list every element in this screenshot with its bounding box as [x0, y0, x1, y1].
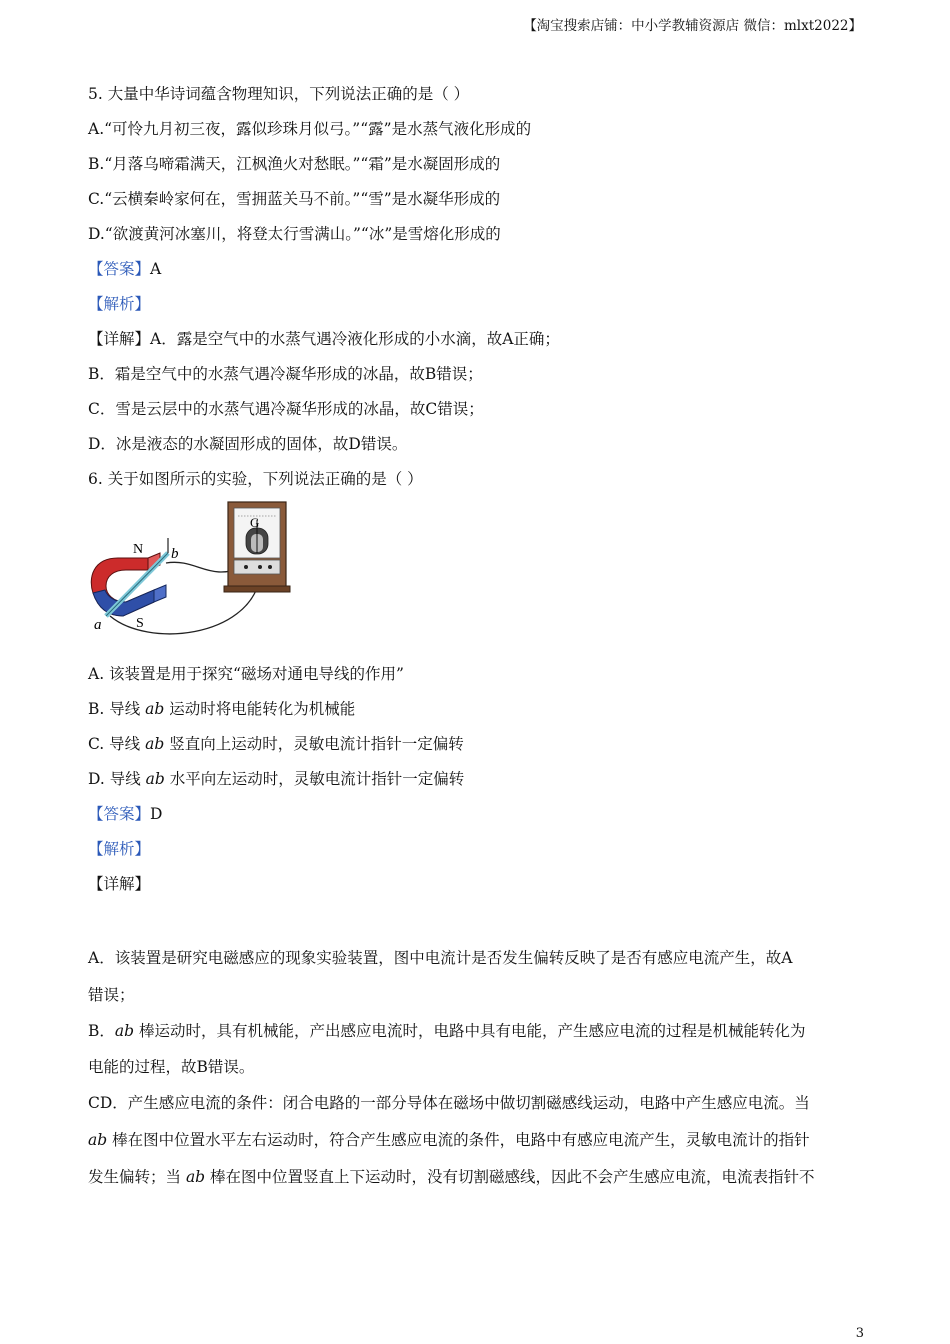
- galvanometer-label: G: [250, 515, 260, 530]
- option-text: 竖直向上运动时，灵敏电流计指针一定偏转: [164, 735, 464, 753]
- answer-value: D: [150, 805, 163, 823]
- q5-option-d: D.“欲渡黄河冰塞川，将登太行雪满山。”“冰”是雪熔化形成的: [88, 225, 501, 243]
- label-a: a: [94, 617, 102, 633]
- q5-option-b: B.“月落乌啼霜满天，江枫渔火对愁眠。”“霜”是水凝固形成的: [88, 155, 501, 173]
- q5-stem: 5. 大量中华诗词蕴含物理知识，下列说法正确的是（ ）: [88, 85, 470, 103]
- option-prefix: B. 导线: [88, 700, 146, 718]
- option-text: 运动时将电能转化为机械能: [164, 700, 356, 718]
- q6-option-c: [88, 732, 464, 754]
- q6-detail-line-3: [88, 1019, 806, 1041]
- detail-text: 棒在图中位置竖直上下运动时，没有切割磁感线，因此不会产生感应电流，电流表指针不: [205, 1168, 815, 1186]
- q6-detail-line-1: A．该装置是研究电磁感应的现象实验装置，图中电流计是否发生偏转反映了是否有感应电流产生，故A: [88, 949, 793, 967]
- detail-prefix: B．: [88, 1022, 115, 1040]
- ab-symbol: ab: [114, 1022, 135, 1040]
- q5-answer: [88, 257, 161, 279]
- q6-stem: 6. 关于如图所示的实验，下列说法正确的是（ ）: [88, 470, 423, 488]
- ab-symbol: ab: [88, 1131, 108, 1149]
- answer-tag: 【答案】: [88, 805, 151, 823]
- q6-option-b: [88, 697, 355, 719]
- q5-option-c: C.“云横秦岭家何在，雪拥蓝关马不前。”“雪”是水凝华形成的: [88, 190, 501, 208]
- q6-detail-line-6: [88, 1128, 810, 1150]
- label-s: S: [136, 616, 144, 631]
- galvanometer: [224, 502, 290, 592]
- page-number: 3: [855, 1326, 864, 1341]
- answer-tag: 【答案】: [88, 260, 151, 278]
- ab-symbol: ab: [145, 700, 165, 718]
- q6-analysis-tag: 【解析】: [88, 840, 151, 858]
- q6-detail-tag: 【详解】: [88, 875, 151, 893]
- q6-answer: [88, 802, 162, 824]
- ab-symbol: ab: [145, 770, 165, 788]
- detail-text: 棒在图中位置水平左右运动时，符合产生感应电流的条件，电路中有感应电流产生，灵敏电流计的指针: [107, 1131, 810, 1149]
- detail-tag: 【详解】: [88, 330, 151, 348]
- option-prefix: D. 导线: [88, 770, 146, 788]
- q6-option-d: [88, 767, 464, 789]
- q5-detail-a: [88, 327, 560, 349]
- detail-text: A．露是空气中的水蒸气遇冷液化形成的小水滴，故A正确；: [150, 330, 560, 348]
- horseshoe-magnet: [91, 553, 166, 616]
- q5-option-a: A.“可怜九月初三夜，露似珍珠月似弓。”“露”是水蒸气液化形成的: [88, 120, 532, 138]
- q5-detail-b: B．霜是空气中的水蒸气遇冷凝华形成的冰晶，故B错误；: [88, 365, 483, 383]
- answer-value: A: [150, 260, 162, 278]
- detail-text: 棒运动时，具有机械能，产出感应电流时，电路中具有电能，产生感应电流的过程是机械能转化为: [134, 1022, 806, 1040]
- experiment-figure: [88, 498, 298, 638]
- q6-option-a: A. 该装置是用于探究“磁场对通电导线的作用”: [88, 665, 404, 683]
- label-n: N: [133, 542, 144, 557]
- q5-detail-d: D．冰是液态的水凝固形成的固体，故D错误。: [88, 435, 408, 453]
- option-text: 水平向左运动时，灵敏电流计指针一定偏转: [164, 770, 465, 788]
- page-header: 【淘宝搜索店铺：中小学教辅资源店 微信：mlxt2022】: [523, 18, 862, 34]
- q6-detail-line-2: 错误；: [88, 986, 135, 1004]
- ab-symbol: ab: [185, 1168, 206, 1186]
- q6-detail-line-7: [88, 1165, 815, 1187]
- q6-detail-line-4: 电能的过程，故B错误。: [88, 1058, 255, 1076]
- ab-symbol: ab: [145, 735, 165, 753]
- q6-detail-line-5: CD．产生感应电流的条件：闭合电路的一部分导体在磁场中做切割磁感线运动，电路中产生感应电流。当: [88, 1094, 810, 1112]
- q5-detail-c: C．雪是云层中的水蒸气遇冷凝华形成的冰晶，故C错误；: [88, 400, 484, 418]
- q5-analysis-tag: 【解析】: [88, 295, 151, 313]
- option-prefix: C. 导线: [88, 735, 146, 753]
- label-b: b: [171, 546, 179, 562]
- detail-prefix: 发生偏转；当: [88, 1168, 186, 1186]
